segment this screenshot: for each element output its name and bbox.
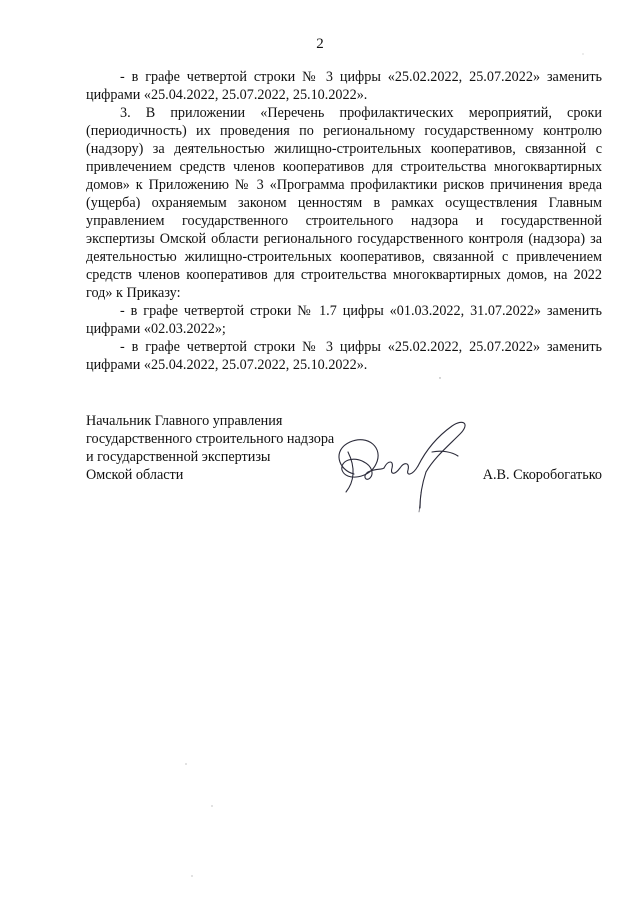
page-number: 2 (316, 36, 324, 52)
signature-block (86, 412, 602, 522)
signatory-position-line: Начальник Главного управления (86, 413, 283, 429)
paragraph-amendment-row-3-second: - в графе четвертой строки № 3 цифры «25.02.2022, 25.07.2022» заменить цифрами «25.04.2022, 25.07.2022, 25.10.2022». (86, 339, 602, 373)
signatory-name: А.В. Скоробогатько (482, 467, 602, 483)
signatory-position-line: государственного строительного надзора (86, 431, 335, 447)
signatory-position-line: и государственной экспертизы (86, 449, 271, 465)
document-body (86, 68, 602, 374)
signatory-position-line: Омской области (86, 467, 184, 483)
paragraph-item-3: 3. В приложении «Перечень профилактических мероприятий, сроки (периодичность) их проведения по региональному государственному контролю (надзору) за деятельностью жилищно-строительных кооперативов, связанной с привлечением средств членов кооперативов для строительства многоквартирных домов» к Приложению № 3 «Программа профилактики рисков причинения вреда (ущерба) охраняемым законом ценностям в рамках осуществления Главным управлением государственного строительного надзора и государственной экспертизы Омской области регионального государственного контроля (надзора) за деятельностью жилищно-строительных кооперативов, связанной с привлечением средств членов кооперативов для строительства многоквартирных домов, на 2022 год» к Приказу: (86, 105, 602, 301)
paragraph-amendment-row-1-7: - в графе четвертой строки № 1.7 цифры «01.03.2022, 31.07.2022» заменить цифрами «02.03.2022»; (86, 303, 602, 337)
paragraph-amendment-row-3: - в графе четвертой строки № 3 цифры «25.02.2022, 25.07.2022» заменить цифрами «25.04.2022, 25.07.2022, 25.10.2022». (86, 69, 602, 103)
handwritten-signature (324, 412, 484, 522)
